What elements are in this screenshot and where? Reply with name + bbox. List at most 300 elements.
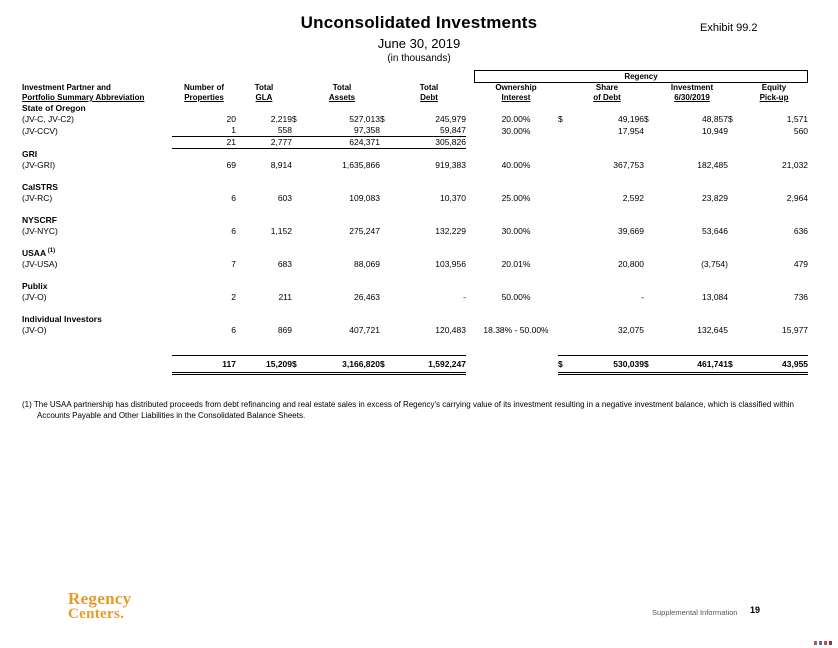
- cell-d2: $: [380, 114, 385, 124]
- cell-d3: [558, 160, 570, 171]
- cell-props: 21: [172, 137, 236, 149]
- cell-gla: [236, 215, 292, 226]
- cell-inv: [656, 182, 728, 193]
- regency-centers-logo: [68, 591, 131, 621]
- cell-d4: [644, 292, 656, 303]
- cell-share: [570, 182, 644, 193]
- cell-own: 20.00%: [501, 114, 531, 124]
- col-header-debt: Total Debt: [419, 83, 439, 102]
- cell-props: 7: [231, 258, 236, 269]
- cell-eq: [740, 248, 808, 259]
- cell-eq: 636: [793, 225, 809, 236]
- partner-name: State of Oregon: [22, 103, 86, 113]
- cell-gla: 1,152: [270, 225, 292, 236]
- cell-debt: [392, 103, 466, 114]
- logo-line-1: Regency: [68, 589, 132, 608]
- cell-assets: 1,635,866: [342, 159, 380, 170]
- cell-own: [474, 182, 558, 193]
- cell-gap: [466, 125, 474, 137]
- col-spacer: [466, 83, 474, 103]
- cell-d1: [292, 160, 304, 171]
- exhibit-label: Exhibit 99.2: [700, 22, 758, 34]
- cell-props: 1: [172, 125, 236, 137]
- cell-d1: [292, 103, 304, 114]
- cell-inv: 10,949: [702, 125, 728, 136]
- cell-eq: 2,964: [786, 192, 809, 203]
- cell-d1: [292, 182, 304, 193]
- table-row-spacer: [22, 270, 808, 281]
- cell-d2: [380, 160, 392, 171]
- cell-d3: [558, 125, 570, 137]
- table-row-spacer: [22, 171, 808, 182]
- cell-d5: [728, 281, 740, 292]
- cell-debt: 305,826: [392, 137, 466, 149]
- cell-gap: [466, 248, 474, 259]
- table-row-data: [22, 325, 808, 336]
- cell-d5: [728, 193, 740, 204]
- cell-share: [570, 281, 644, 292]
- cell-d2: [380, 137, 392, 149]
- cell-debt: [392, 149, 466, 160]
- cell-eq: [740, 149, 808, 160]
- cell-inv: 23,829: [702, 192, 728, 203]
- cell-share: 49,196: [618, 114, 644, 124]
- cell-gla: 2,777: [236, 137, 292, 149]
- cell-eq: [740, 182, 808, 193]
- partner-name: CalSTRS: [22, 181, 58, 192]
- cell-d3: [558, 149, 570, 160]
- col-header-ownership: Ownership Interest: [495, 83, 537, 102]
- cell-d3: [558, 248, 570, 259]
- cell-gla: [236, 281, 292, 292]
- cell-d1: [292, 314, 304, 325]
- cell-d2: [380, 248, 392, 259]
- page-number: 19: [750, 605, 761, 615]
- cell-d4: [644, 149, 656, 160]
- cell-d3: $: [558, 114, 563, 124]
- cell-debt: 132,229: [435, 225, 466, 236]
- cell-gap: [466, 137, 474, 149]
- cell-d1: [292, 149, 304, 160]
- spacer-cell: [22, 336, 808, 356]
- footnote: [22, 399, 816, 421]
- table-row-data: [22, 125, 808, 137]
- cell-inv: [656, 248, 728, 259]
- table-row-group: [22, 248, 808, 259]
- cell-assets: [304, 248, 380, 259]
- cell-assets: [304, 314, 380, 325]
- cell-d4: [644, 281, 656, 292]
- cell-d3: [558, 182, 570, 193]
- cell-d4: [644, 193, 656, 204]
- cell-own: [474, 137, 558, 149]
- page-title: Unconsolidated Investments: [300, 13, 538, 32]
- cell-d5: $: [728, 356, 740, 374]
- cell-eq: [740, 281, 808, 292]
- cell-assets: 527,013: [349, 114, 380, 124]
- cell-gap: [466, 292, 474, 303]
- cell-gap: [466, 182, 474, 193]
- cell-props: 117: [172, 356, 236, 374]
- regency-group-header: Regency: [474, 70, 808, 83]
- spacer-cell: [22, 171, 808, 182]
- cell-d2: $: [380, 356, 392, 374]
- portfolio-abbreviation: (JV-GRI): [22, 159, 56, 170]
- cell-d2: [380, 259, 392, 270]
- table-row-group: [22, 182, 808, 193]
- cell-gap: [466, 259, 474, 270]
- cell-eq: 736: [793, 291, 809, 302]
- cell-d3: [558, 137, 570, 149]
- cell-assets: 26,463: [354, 291, 380, 302]
- cell-assets: 624,371: [304, 137, 380, 149]
- cell-d2: [380, 314, 392, 325]
- partner-name: Publix: [22, 280, 48, 291]
- corner-mark: [829, 641, 832, 645]
- cell-props: [172, 103, 236, 114]
- col-spacer: [728, 83, 740, 103]
- cell-d4: [644, 226, 656, 237]
- cell-props: [172, 215, 236, 226]
- investments-table-body: [22, 103, 808, 374]
- cell-debt: 1,592,247: [392, 356, 466, 374]
- cell-d2: [380, 103, 392, 114]
- cell-d4: [644, 103, 656, 114]
- cell-own: 30.00%: [501, 225, 531, 236]
- col-header-properties: Number of Properties: [184, 83, 224, 102]
- cell-props: 6: [231, 192, 236, 203]
- cell-assets: [304, 149, 380, 160]
- cell-debt: 103,956: [435, 258, 466, 269]
- cell-d1: [292, 193, 304, 204]
- cell-props: 6: [231, 324, 236, 335]
- cell-gla: 211: [278, 291, 292, 302]
- cell-props: 69: [226, 159, 236, 170]
- cell-own: [474, 248, 558, 259]
- cell-gla: [236, 314, 292, 325]
- cell-d4: [644, 215, 656, 226]
- cell-d1: $: [292, 356, 304, 374]
- cell-eq: 479: [793, 258, 809, 269]
- cell-d5: [728, 248, 740, 259]
- cell-d4: [644, 248, 656, 259]
- footnote-text: The USAA partnership has distributed proceeds from debt refinancing and real estate sales in excess of Regency's carrying value of its investment resulting in a negative investment balance, which is classified within Accounts Payable and Other Liabilities in the Consolidated Balance Sheets.: [33, 400, 795, 420]
- portfolio-abbreviation: (JV-O): [22, 291, 47, 302]
- portfolio-abbreviation: (JV-USA): [22, 258, 58, 269]
- cell-inv: 182,485: [697, 159, 728, 170]
- supplemental-information-label: Supplemental Information: [652, 608, 738, 617]
- cell-d1: [292, 325, 304, 336]
- cell-eq: [740, 103, 808, 114]
- cell-inv: [656, 281, 728, 292]
- cell-own: 50.00%: [501, 291, 531, 302]
- cell-gla: 15,209: [236, 356, 292, 374]
- col-header-investment: Investment 6/30/2019: [670, 83, 714, 102]
- cell-share: 530,039: [570, 356, 644, 374]
- partner-name: Individual Investors: [22, 313, 102, 324]
- cell-debt: 10,370: [440, 192, 466, 203]
- cell-props: 20: [226, 114, 236, 124]
- cell-share: [570, 215, 644, 226]
- cell-d1: [292, 137, 304, 149]
- cell-d1: $: [292, 114, 297, 124]
- cell-gla: [236, 248, 292, 259]
- table-row-spacer_tall: [22, 336, 808, 356]
- cell-eq: [740, 215, 808, 226]
- cell-gla: 683: [277, 258, 292, 269]
- cell-gla: 603: [277, 192, 292, 203]
- cell-d5: [728, 137, 740, 149]
- cell-share: [570, 137, 644, 149]
- cell-eq: 560: [793, 125, 809, 136]
- cell-debt: 59,847: [392, 125, 466, 137]
- cell-gap: [466, 314, 474, 325]
- col-spacer: [644, 83, 656, 103]
- cell-own: [474, 281, 558, 292]
- cell-gap: [466, 226, 474, 237]
- cell-gap: [466, 281, 474, 292]
- cell-assets: 407,721: [349, 324, 380, 335]
- cell-assets: [304, 281, 380, 292]
- cell-gla: 2,219: [270, 114, 292, 124]
- cell-own: [474, 149, 558, 160]
- cell-d4: [644, 160, 656, 171]
- cell-gap: [466, 193, 474, 204]
- cell-d5: [728, 226, 740, 237]
- column-headers-row: [22, 83, 808, 103]
- corner-mark: [819, 641, 822, 645]
- cell-gap: [466, 114, 474, 125]
- cell-inv: [656, 103, 728, 114]
- footnote-ref: (1): [46, 247, 56, 254]
- table-row-group: [22, 149, 808, 160]
- cell-share: [570, 103, 644, 114]
- cell-d5: [728, 149, 740, 160]
- cell-debt: 120,483: [435, 324, 466, 335]
- cell-assets: 275,247: [349, 225, 380, 236]
- cell-inv: 132,645: [697, 324, 728, 335]
- cell-inv: (3,754): [701, 258, 728, 269]
- cell-own: [474, 314, 558, 325]
- cell-own: 30.00%: [501, 125, 531, 136]
- cell-d2: [380, 325, 392, 336]
- cell-d3: [558, 215, 570, 226]
- cell-inv: [656, 215, 728, 226]
- cell-debt: 245,979: [435, 114, 466, 124]
- cell-share: [570, 314, 644, 325]
- report-date: June 30, 2019: [377, 36, 461, 51]
- regency-group-row: [22, 70, 808, 83]
- cell-debt: [392, 248, 466, 259]
- cell-d2: [380, 215, 392, 226]
- cell-share: -: [641, 291, 644, 302]
- cell-d2: [380, 182, 392, 193]
- spacer-cell: [22, 204, 808, 215]
- cell-assets: [304, 103, 380, 114]
- cell-eq: 1,571: [786, 114, 809, 124]
- cell-gap: [466, 215, 474, 226]
- col-spacer: [292, 83, 304, 103]
- cell-d3: [558, 292, 570, 303]
- cell-gla: 558: [236, 125, 292, 137]
- cell-assets: 3,166,820: [304, 356, 380, 374]
- partner-name: USAA $^{(1)}$: [22, 247, 56, 258]
- cell-d3: [558, 226, 570, 237]
- cell-debt: [392, 281, 466, 292]
- col-header-share-of-debt: Share of Debt: [593, 83, 621, 102]
- cell-gla: 8,914: [270, 159, 292, 170]
- table-row-data: [22, 226, 808, 237]
- cell-d4: [644, 125, 656, 137]
- cell-eq: [740, 314, 808, 325]
- col-header-gla: Total GLA: [254, 83, 274, 102]
- portfolio-abbreviation: (JV-O): [22, 324, 47, 335]
- cell-own: 20.01%: [501, 258, 531, 269]
- cell-d1: [292, 259, 304, 270]
- cell-props: [172, 314, 236, 325]
- spacer-cell: [22, 270, 808, 281]
- table-row-subtotal: [22, 137, 808, 149]
- cell-share: 39,669: [618, 225, 644, 236]
- cell-inv: 13,084: [702, 291, 728, 302]
- cell-gap: [466, 149, 474, 160]
- portfolio-abbreviation: (JV-C, JV-C2): [22, 114, 74, 124]
- cell-assets: 97,358: [304, 125, 380, 137]
- cell-inv: 53,646: [702, 225, 728, 236]
- cell-d3: [558, 193, 570, 204]
- table-row-spacer: [22, 303, 808, 314]
- cell-own: 40.00%: [501, 159, 531, 170]
- units-note: (in thousands): [387, 53, 451, 64]
- cell-inv: [656, 149, 728, 160]
- cell-debt: [392, 314, 466, 325]
- cell-d1: [292, 226, 304, 237]
- cell-share: 20,800: [618, 258, 644, 269]
- cell-props: [172, 281, 236, 292]
- table-header: [22, 70, 808, 103]
- spacer-cell: [22, 303, 808, 314]
- cell-inv: [656, 314, 728, 325]
- cell-d4: [644, 314, 656, 325]
- cell-gap: [466, 325, 474, 336]
- cell-d5: [728, 325, 740, 336]
- table-row-group: [22, 281, 808, 292]
- corner-mark: [814, 641, 817, 645]
- cell-d4: [644, 137, 656, 149]
- cell-d4: $: [644, 114, 649, 124]
- col-header-partner: Investment Partner and Portfolio Summary Abbreviation: [22, 83, 145, 102]
- cell-d3: [558, 325, 570, 336]
- cell-own: [474, 356, 558, 374]
- cell-d4: $: [644, 356, 656, 374]
- col-spacer: [558, 83, 570, 103]
- cell-d5: [728, 259, 740, 270]
- cell-d4: [644, 259, 656, 270]
- cell-gla: [236, 182, 292, 193]
- cell-assets: [304, 215, 380, 226]
- cell-gap: [466, 103, 474, 114]
- portfolio-abbreviation: (JV-CCV): [22, 125, 58, 136]
- table-row-data: [22, 259, 808, 270]
- cell-d1: [292, 215, 304, 226]
- table-row-total: [22, 356, 808, 374]
- portfolio-abbreviation: (JV-RC): [22, 192, 53, 203]
- cell-d3: [558, 103, 570, 114]
- unconsolidated-investments-table: [22, 70, 808, 375]
- cell-gap: [466, 160, 474, 171]
- cell-d5: [728, 182, 740, 193]
- cell-debt: 919,383: [435, 159, 466, 170]
- cell-gla: [236, 149, 292, 160]
- cell-d2: [380, 226, 392, 237]
- footnote-marker: (1): [22, 400, 32, 409]
- cell-assets: 109,083: [349, 192, 380, 203]
- spacer-cell: [22, 237, 808, 248]
- table-row-group: [22, 314, 808, 325]
- cell-share: [570, 149, 644, 160]
- cell-props: [172, 149, 236, 160]
- cell-d2: [380, 281, 392, 292]
- partner-name: NYSCRF: [22, 214, 57, 225]
- table-row-data: [22, 193, 808, 204]
- cell-inv: 461,741: [656, 356, 728, 374]
- partner-name: GRI: [22, 148, 38, 159]
- cell-d5: $: [728, 114, 733, 124]
- cell-eq: 15,977: [782, 324, 809, 335]
- cell-props: 6: [231, 225, 236, 236]
- cell-d2: [380, 193, 392, 204]
- table-row-data: [22, 114, 808, 125]
- table-row-group: [22, 215, 808, 226]
- cell-eq: 43,955: [740, 356, 808, 374]
- cell-d4: [644, 182, 656, 193]
- cell-d1: [292, 292, 304, 303]
- cell-props: [172, 248, 236, 259]
- cell-d5: [728, 314, 740, 325]
- table-row-spacer: [22, 237, 808, 248]
- cell-d4: [644, 325, 656, 336]
- cell-share: 2,592: [622, 192, 644, 203]
- cell-d5: [728, 103, 740, 114]
- cell-d3: [558, 259, 570, 270]
- cell-debt: [392, 182, 466, 193]
- logo-line-2: Centers.: [68, 606, 125, 622]
- cell-own: [474, 103, 558, 114]
- cell-d2: [380, 149, 392, 160]
- cell-d5: [728, 215, 740, 226]
- cell-eq: 21,032: [782, 159, 809, 170]
- corner-mark: [824, 641, 827, 645]
- cell-inv: 48,857: [702, 114, 728, 124]
- cell-d1: [292, 248, 304, 259]
- table-row-data: [22, 292, 808, 303]
- table-row-data: [22, 160, 808, 171]
- cell-share: 367,753: [613, 159, 644, 170]
- cell-debt: [392, 215, 466, 226]
- regency-row-spacer: [22, 70, 474, 83]
- portfolio-abbreviation: [22, 137, 172, 149]
- cell-d3: $: [558, 356, 570, 374]
- portfolio-abbreviation: (JV-NYC): [22, 225, 58, 236]
- portfolio-abbreviation: [22, 356, 172, 374]
- cell-d1: [292, 281, 304, 292]
- cell-props: 2: [231, 291, 236, 302]
- cell-share: 32,075: [618, 324, 644, 335]
- cell-inv: [656, 137, 728, 149]
- cell-eq: [740, 137, 808, 149]
- cell-own: [474, 215, 558, 226]
- cell-own: 18.38% - 50.00%: [483, 324, 549, 335]
